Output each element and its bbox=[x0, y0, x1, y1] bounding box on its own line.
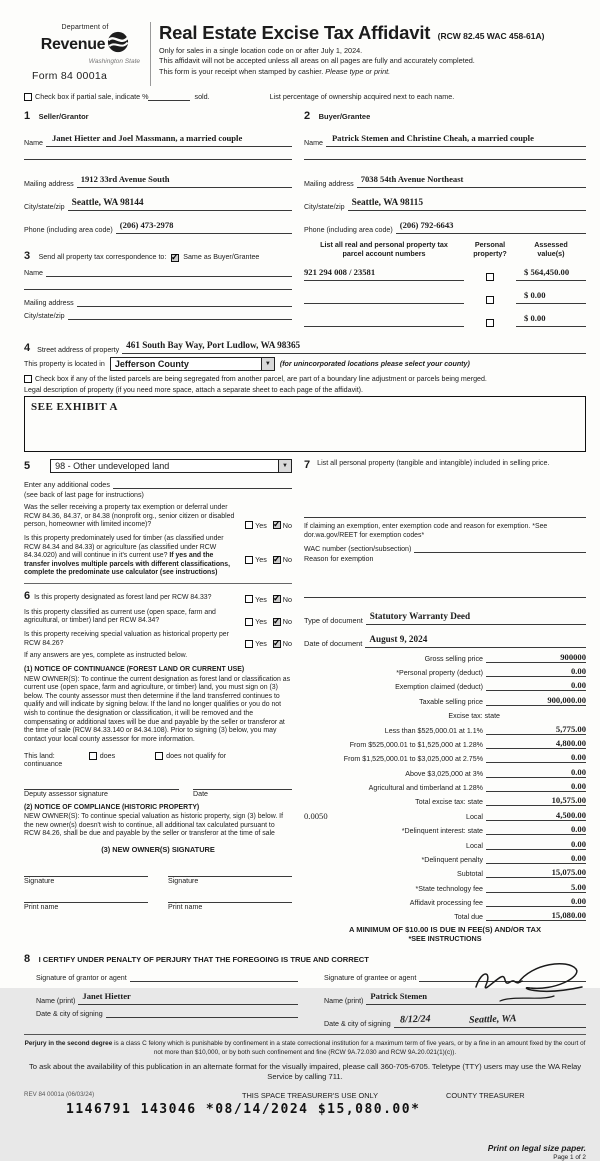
s6-q1-no-checkbox[interactable] bbox=[273, 595, 281, 603]
s6-question1: Is this property designated as forest land per RCW 84.33? bbox=[34, 594, 212, 601]
s6-q2-yes-checkbox[interactable] bbox=[245, 618, 253, 626]
partial-sale-suffix: sold. bbox=[194, 92, 210, 101]
located-in-label: This property is located in bbox=[24, 360, 105, 368]
grantee-city-value: Seattle, WA bbox=[468, 1013, 517, 1027]
buyer-phone-field[interactable]: Phone (including area code) (206) 792-6643 bbox=[304, 215, 586, 234]
total-state-excise: 10,575.00 bbox=[514, 795, 586, 806]
land-use-select-value: 98 - Other undeveloped land bbox=[55, 461, 170, 471]
delinq-interest-local: 0.00 bbox=[514, 839, 586, 850]
deputy-date-field[interactable] bbox=[193, 781, 292, 790]
tier3-tax: 0.00 bbox=[514, 752, 586, 763]
this-land-label: This land: bbox=[24, 751, 55, 760]
county-select[interactable] bbox=[110, 357, 275, 371]
legal-description-box[interactable] bbox=[24, 396, 586, 452]
parcel-number-field[interactable] bbox=[304, 317, 464, 327]
partial-sale-checkbox[interactable] bbox=[24, 93, 32, 101]
doc-date-value: August 9, 2024 bbox=[369, 634, 428, 645]
parcel-row bbox=[304, 285, 586, 304]
header bbox=[24, 20, 586, 86]
buyer-city-value: Seattle, WA 98115 bbox=[351, 198, 424, 208]
buyer-city-field[interactable]: City/state/zip Seattle, WA 98115 bbox=[304, 192, 586, 211]
buyer-name-value: Patrick Stemen and Christine Cheah, a married couple bbox=[331, 133, 534, 143]
washington-state-label: Washington State bbox=[88, 58, 140, 65]
buyer-phone-value: (206) 792-6643 bbox=[399, 220, 454, 230]
s5-question1: Was the seller receiving a property tax exemption or deferral under RCW 84.36, 84.37, or 84.38 (nonprofit org., senior citizen or disabled person, homeowner with limited income)? bbox=[24, 504, 235, 529]
tax-corr-mailing-field[interactable]: Mailing address bbox=[24, 298, 292, 307]
processing-fee: 0.00 bbox=[514, 896, 586, 907]
parcel-row bbox=[304, 308, 586, 327]
street-address-value: 461 South Bay Way, Port Ludlow, WA 98365 bbox=[126, 340, 301, 350]
gross-selling-price: 900000 bbox=[514, 652, 586, 663]
grantee-name-value: Patrick Stemen bbox=[370, 991, 427, 1002]
s6-note: If any answers are yes, complete as instructed below. bbox=[24, 652, 188, 660]
local-tax: 4,500.00 bbox=[514, 810, 586, 821]
header-instruction-2: This affidavit will not be accepted unless all areas on all pages are fully and accurately completed. bbox=[159, 56, 475, 65]
new-owner1-printname-field[interactable] bbox=[24, 894, 148, 903]
grantor-name-value: Janet Hietter bbox=[82, 991, 131, 1002]
same-as-buyer-checkbox[interactable] bbox=[171, 254, 179, 262]
section3-label: Send all property tax correspondence to: bbox=[38, 253, 167, 261]
dor-swirl-icon bbox=[107, 31, 129, 58]
buyer-mailing-value: 7038 54th Avenue Northeast bbox=[360, 174, 464, 184]
tech-fee: 5.00 bbox=[514, 882, 586, 893]
grantee-date-field[interactable]: Date & city of signing 8/12/24 Seattle, WA bbox=[324, 1009, 586, 1028]
buyer-name-field[interactable]: Name Patrick Stemen and Christine Cheah, a married couple bbox=[304, 128, 586, 147]
total-due: 15,080.00 bbox=[514, 910, 586, 921]
accessibility-statement: To ask about the availability of this publication in an alternate format for the visually impaired, please call 360-705-6705. Teletype (TTY) users may use the WA Relay Service by calling 711. bbox=[28, 1062, 582, 1081]
doc-type-value: Statutory Warranty Deed bbox=[369, 611, 471, 622]
header-instruction-1: Only for sales in a single location code on or after July 1, 2024. bbox=[159, 45, 363, 55]
deputy-date-label: Date bbox=[193, 789, 208, 798]
land-use-select[interactable] bbox=[50, 459, 292, 473]
segregated-label: Check box if any of the listed parcels are being segregated from another parcel, are part of a boundary line adjustment or parcels being merged. bbox=[35, 375, 487, 383]
land-does-checkbox[interactable] bbox=[89, 752, 97, 760]
doc-type-field[interactable]: Type of document Statutory Warranty Deed bbox=[304, 606, 586, 625]
reason-exemption-label: Reason for exemption bbox=[304, 555, 374, 564]
county-dropdown-arrow-icon[interactable]: ▼ bbox=[261, 358, 274, 370]
segregated-checkbox[interactable] bbox=[24, 375, 32, 383]
parcel-number-field[interactable]: 921 294 008 / 23581 bbox=[304, 262, 464, 281]
exemption-claimed-deduct: 0.00 bbox=[514, 680, 586, 691]
form-number: Form 84 0001a bbox=[32, 70, 108, 82]
seller-mailing-value: 1912 33rd Avenue South bbox=[80, 174, 170, 184]
page-number: Page 1 of 2 bbox=[553, 1154, 586, 1161]
treasurer-space-label: THIS SPACE TREASURER'S USE ONLY bbox=[241, 1091, 379, 1100]
tier1-tax: 5,775.00 bbox=[514, 724, 586, 735]
s5-q1-no-checkbox[interactable] bbox=[273, 521, 281, 529]
parcel3-personal-checkbox[interactable] bbox=[486, 319, 494, 327]
dor-logo-block bbox=[24, 20, 146, 82]
compliance-body: NEW OWNER(S): To continue special valuation as historic property, sign (3) below. If the new owner(s) doesn't wish to continue, all additional tax calculated pursuant to RCW 84.26, shall be due and payable by the seller or transferor at the time of sale bbox=[24, 813, 284, 838]
buyer-name2-field[interactable] bbox=[304, 151, 586, 160]
section7-number: 7 bbox=[304, 459, 311, 471]
parcel-row bbox=[304, 262, 586, 281]
print-note: Print on legal size paper. bbox=[487, 1143, 586, 1153]
parcel-number-field[interactable] bbox=[304, 294, 464, 304]
reet-affidavit-page: Department of Revenue Washington State Form 84 0001a Real Estate Excise Tax Affidavit (RCW 82.45 WAC 458-61A) Only for sales in a single location code on or after July 1, 2024. This affidavit will not be accepted unless all areas on all pages are fully and accurately completed. This form is your receipt when stamped by cashier. Please type or print. Check box if partial sale, indicate % sold. List percentage of ownership acquired next to each name. 1 Seller/Grantor Name Janet Hietter and Joel Massmann, a married couple Mailing address 1912 33rd Avenue South City/state/zip Seattle, WA 98144 Phone (including area code) (206) 473-2978 3 Send all property tax correspondence to: ✓ Same as Buyer/Grantee Name Mailing address City/state/zip 2 Buyer/Grantee Name Patrick Stemen and Christine Cheah, a married couple Mailing address 7038 54th Avenue Northeast City/state/zip Seattle, WA 98115 Phone (including area code) (206) 792-6643 List all real and personal property tax parcel account numbers Personal property? Assessed value(s) 921 294 008 / 23581 $ 564,450.00 $ 0.00 $ 0.00 4 Street address of property 461 South Bay Way, Port Ludlow, WA 98365 This property is located in Jefferson County ▼ (for unincorporated locations please select your county) Check box if any of the listed parcels are being segregated from another parcel, are part of a boundary line adjustment or parcels being merged. Legal description of property (if you need more space, attach a separate sheet to each page of the affidavit). SEE EXHIBIT A 5 98 - Other undeveloped land ▼ Enter any additional codes (see back of last page for instructions) Was the seller receiving a property tax exemption or deferral under RCW 84.36, 84.37, or 84.38 (nonprofit org., senior citizen or disabled person, homeowner with limited income)? Yes ✓ No Is this property predominately used for timber (as classified under RCW 84.34 and 84.33) or agriculture (as classified under RCW 84.34.020) and will continue in it's current use? If yes and the transfer involves multiple parcels with different classifications, complete the predominate use calculator (see instructions) Yes ✓ No 6 Is this property designated as forest land per RCW 84.33? Yes ✓ No Is this property classified as current use (open space, farm and agricultural, or timber) land per RCW 84.34? Yes ✓ No Is this property receiving special valuation as historical property per RCW 84.26? Yes ✓ No If any answers are yes, complete as instructed below. (1) NOTICE OF CONTINUANCE (FOREST LAND OR CURRENT USE) NEW OWNER(S): To continue the current designation as forest land or classification as current use (open space, farm and agriculture, or timber) land, you must sign on (3) below. The county assessor must then determine if the land transferred continues to qualify and will indicate by signing below. If the land no longer qualifies or you do not wish to continue the designation or classification, it will be removed and the compensating or additional taxes will be due and payable by the seller or transferor at the time of sale (RCW 84.33.140 or 84.34.108). Prior to signing (3) below, you may contact your local county assessor for more information. This land: does does not qualify for continuance Deputy assessor signature Date (2) NOTICE OF COMPLIANCE (HISTORIC PROPERTY) NEW OWNER(S): To continue special valuation as historic property, sign (3) below. If the new owner(s) doesn't wish to continue, all additional tax calculated pursuant to RCW 84.26, shall be due and payable by the seller or transferor at the time of sale (3) NEW OWNER(S) SIGNATURE Signature Signature Print name Print name 7 List all personal property (tangible and intangible) included in selling price. If claiming an exemption, enter exemption code and reason for exemption. *See dor.wa.gov/REET for exemption codes* WAC number (section/subsection) Reason for exemption Type of document Statutory Warranty Deed Date of document August 9, 2024 Gross selling price 900000 *Personal property (deduct) 0.00 Exemption claimed (deduct) 0.00 Taxable selling price 900,000.00 Excise tax: state Less than $525,000.01 at 1.1% 5,775.00 From $525,000.01 to $1,525,000 at 1.28% 4,800.00 From $1,525,000.01 to $3,025,000 at 2.75% 0.00 Above $3,025,000 at 3% 0.00 Agricultural and timberland at 1.28% 0.00 Total excise tax: state 10,575.00 0.0050 Local 4,500.00 *Delinquent interest: state 0.00 Local 0.00 *Delinquent penalty 0.00 Subtotal 15,075.00 *State technology fee 5.00 Affidavit processing fee 0.00 Total due 15,080.00 A MINIMUM OF $10.00 IS DUE IN FEE(S) AND/OR TAX *SEE INSTRUCTIONS 8 I CERTIFY UNDER PENALTY OF PERJURY THAT THE FOREGOING IS TRUE AND CORRECT Signature of grantor or agent Name (print) Janet Hietter Date & city of signing Signature of grantee or agent Name (print) Patrick Stemen Date & city of signing 8/12/24 Seattle, WA Perjury in the second degree is a class C felony which is punishable by confinement in a state correctional institution for a maximum term of five years, or by a fine in an amount fixed by the court of not more than $10,000, or by both such confinement and fine (RCW 9A.72.030 and RCW 9A.20.021(1)(c)). To ask about the availability of this publication in an alternate format for the visually impaired, please call 360-705-6705. Teletype (TTY) users may use the WA Relay Service by calling 711. REV 84 0001a (06/03/24) THIS SPACE TREASURER'S USE ONLY COUNTY TREASURER 1146791 143046 *08/14/2024 $15,080.00* Print on legal size paper. Page 1 of 2 bbox=[0, 0, 600, 988]
tax-computation: Gross selling price 900000 *Personal property (deduct) 0.00 Exemption claimed (deduct) 0.00 Taxable selling price 900,000.00 Excise tax: state Less than $525,000.01 at 1.1% 5,775.00 From $525,000.01 to $1,525,000 at 1.28% 4,800.00 From $1,525,000.01 to $3,025,000 at 2.75% 0.00 Above $3,025,000 at 3% 0.00 Agricultural and timberland at 1.28% 0.00 Total excise tax: state 10,575.00 0.0050 Local 4,500.00 *Delinquent interest: state 0.00 Local 0.00 *Delinquent penalty 0.00 Subtotal 15,075.00 *State technology fee 5.00 Affidavit processing fee 0.00 Total due 15,080.00 bbox=[304, 651, 586, 922]
see-instructions-note: *SEE INSTRUCTIONS bbox=[408, 934, 482, 944]
grantee-signature-field[interactable]: Signature of grantee or agent bbox=[324, 973, 586, 982]
grantee-date-value: 8/12/24 bbox=[399, 1013, 431, 1026]
grantor-date-field[interactable]: Date & city of signing bbox=[36, 1009, 298, 1018]
parcel2-value-field[interactable]: $ 0.00 bbox=[516, 285, 586, 304]
land-use-dropdown-arrow-icon[interactable]: ▼ bbox=[278, 460, 291, 472]
seller-name-value: Janet Hietter and Joel Massmann, a married couple bbox=[51, 133, 243, 143]
section2-title: Buyer/Grantee bbox=[318, 112, 371, 121]
delinq-interest-state: 0.00 bbox=[514, 824, 586, 835]
s6-q3-yes-checkbox[interactable] bbox=[245, 640, 253, 648]
deputy-signature-field[interactable] bbox=[24, 781, 179, 790]
continuance-body: NEW OWNER(S): To continue the current designation as forest land or classification as current use (open space, farm and agriculture, or timber) land, you must sign on (3) below. The county assessor must then determine if the land transferred continues to qualify and will indicate by signing below. If the land no longer qualifies or you do not wish to continue the designation or classification, it will be removed and the compensating or additional taxes will be due and payable by the seller or transferor at the time of sale (RCW 84.33.140 or 84.34.108). Prior to signing (3) below, you may contact your local county assessor for more information. bbox=[24, 675, 291, 743]
seller-phone-field[interactable]: Phone (including area code) (206) 473-2978 bbox=[24, 215, 292, 234]
seller-name2-field[interactable] bbox=[24, 151, 292, 160]
header-instruction-3: This form is your receipt when stamped by cashier. Please type or print. bbox=[159, 66, 391, 76]
new-owner1-signature-field[interactable] bbox=[24, 868, 148, 877]
county-treasurer-label: COUNTY TREASURER bbox=[446, 1091, 525, 1100]
new-owner2-signature-field[interactable] bbox=[168, 868, 292, 877]
seller-phone-value: (206) 473-2978 bbox=[119, 220, 174, 230]
additional-codes-field[interactable]: Enter any additional codes bbox=[24, 480, 292, 489]
rev-number: REV 84 0001a (06/03/24) bbox=[24, 1091, 95, 1098]
section6-number: 6 bbox=[24, 590, 31, 602]
continuance-title: (1) NOTICE OF CONTINUANCE (FOREST LAND OR CURRENT USE) bbox=[24, 665, 245, 673]
buyer-mailing-field[interactable]: Mailing address 7038 54th Avenue Northeast bbox=[304, 169, 586, 188]
s6-q3-no-checkbox[interactable] bbox=[273, 640, 281, 648]
delinq-penalty: 0.00 bbox=[514, 853, 586, 864]
header-divider bbox=[150, 22, 151, 86]
codes-note: (see back of last page for instructions) bbox=[24, 491, 144, 499]
s5-q2-no-checkbox[interactable] bbox=[273, 556, 281, 564]
seller-city-value: Seattle, WA 98144 bbox=[71, 198, 144, 208]
new-owner2-printname-field[interactable] bbox=[168, 894, 292, 903]
exemption-note: If claiming an exemption, enter exemption code and reason for exemption. *See dor.wa.gov/REET for exemption codes* bbox=[304, 523, 548, 539]
grantee-signature-scribble bbox=[470, 961, 590, 1010]
s6-q2-no-checkbox[interactable] bbox=[273, 618, 281, 626]
new-owner-sig-title: (3) NEW OWNER(S) SIGNATURE bbox=[101, 845, 215, 854]
tier2-tax: 4,800.00 bbox=[514, 738, 586, 749]
subtotal: 15,075.00 bbox=[514, 867, 586, 878]
grantor-signature-field[interactable]: Signature of grantor or agent bbox=[36, 973, 298, 982]
seller-name-field[interactable]: Name Janet Hietter and Joel Massmann, a married couple bbox=[24, 128, 292, 147]
seller-city-field[interactable]: City/state/zip Seattle, WA 98144 bbox=[24, 192, 292, 211]
county-note: (for unincorporated locations please select your county) bbox=[279, 360, 470, 368]
doc-date-field[interactable]: Date of document August 9, 2024 bbox=[304, 629, 586, 648]
grantee-name-field[interactable]: Name (print) Patrick Stemen bbox=[324, 986, 586, 1005]
local-rate: 0.0050 bbox=[304, 810, 328, 821]
treasurer-stamp: 1146791 143046 *08/14/2024 $15,080.00* bbox=[66, 1102, 421, 1117]
continuance-label: continuance bbox=[24, 759, 63, 768]
s5-q1-yes-checkbox[interactable] bbox=[245, 521, 253, 529]
parcel-table-header: List all real and personal property tax parcel account numbers Personal property? Assessed value(s) bbox=[320, 240, 568, 258]
section7-label: List all personal property (tangible and intangible) included in selling price. bbox=[317, 459, 550, 467]
legal-description-value: SEE EXHIBIT A bbox=[31, 401, 119, 413]
seller-mailing-field[interactable]: Mailing address 1912 33rd Avenue South bbox=[24, 169, 292, 188]
wac-number-field[interactable]: WAC number (section/subsection) bbox=[304, 544, 586, 553]
deputy-signature-label: Deputy assessor signature bbox=[24, 789, 108, 798]
agri-timber-tax: 0.00 bbox=[514, 781, 586, 792]
county-select-value: Jefferson County bbox=[114, 359, 189, 369]
section1-title: Seller/Grantor bbox=[38, 112, 89, 121]
certify-statement: I CERTIFY UNDER PENALTY OF PERJURY THAT THE FOREGOING IS TRUE AND CORRECT bbox=[38, 955, 369, 965]
title-rcw-ref: (RCW 82.45 WAC 458-61A) bbox=[437, 31, 545, 41]
grantor-name-field[interactable]: Name (print) Janet Hietter bbox=[36, 986, 298, 1005]
parcel1-value-field[interactable]: $ 564,450.00 bbox=[516, 262, 586, 281]
tax-corr-name-field[interactable]: Name bbox=[24, 268, 292, 277]
personal-property-deduct: 0.00 bbox=[514, 666, 586, 677]
land-does-not-checkbox[interactable] bbox=[155, 752, 163, 760]
partial-sale-percent-input[interactable] bbox=[148, 92, 190, 101]
parcel3-value-field[interactable]: $ 0.00 bbox=[516, 308, 586, 327]
section1-number: 1 bbox=[24, 110, 31, 122]
section2-number: 2 bbox=[304, 110, 311, 122]
s6-question2: Is this property classified as current use (open space, farm and agricultural, or timber) land per RCW 84.34? bbox=[24, 608, 216, 625]
section8-number: 8 bbox=[24, 953, 31, 966]
partial-sale-label: Check box if partial sale, indicate % bbox=[35, 92, 149, 101]
tax-corr-city-field[interactable]: City/state/zip bbox=[24, 311, 292, 320]
s5-q2-yes-checkbox[interactable] bbox=[245, 556, 253, 564]
taxable-selling-price: 900,000.00 bbox=[514, 695, 586, 706]
section5-number: 5 bbox=[24, 460, 31, 472]
dept-of-label: Department of bbox=[61, 24, 109, 31]
minimum-fee-note: A MINIMUM OF $10.00 IS DUE IN FEE(S) AND/OR TAX bbox=[348, 925, 542, 935]
page-title: Real Estate Excise Tax Affidavit bbox=[159, 22, 431, 43]
ownership-note: List percentage of ownership acquired next to each name. bbox=[269, 92, 455, 101]
perjury-statement: Perjury in the second degree is a class C felony which is punishable by confinement in a state correctional institution for a maximum term of five years, or by a fine in an amount fixed by the court of not more than $10,000, or by both such confinement and fine (RCW 9A.72.030 and RCW 9A.20.021(1)(c)). bbox=[24, 1034, 586, 1057]
street-address-field[interactable]: 4 Street address of property 461 South Bay Way, Port Ludlow, WA 98365 bbox=[24, 335, 586, 354]
parcel1-personal-checkbox[interactable] bbox=[486, 273, 494, 281]
revenue-wordmark: Revenue bbox=[40, 35, 106, 53]
section3-number: 3 bbox=[24, 250, 31, 262]
parcel2-personal-checkbox[interactable] bbox=[486, 296, 494, 304]
compliance-title: (2) NOTICE OF COMPLIANCE (HISTORIC PROPERTY) bbox=[24, 803, 200, 811]
tier4-tax: 0.00 bbox=[514, 767, 586, 778]
personal-property-field[interactable] bbox=[304, 509, 586, 518]
same-as-buyer-label: Same as Buyer/Grantee bbox=[183, 253, 260, 261]
reason-exemption-field[interactable] bbox=[304, 589, 586, 598]
s6-q1-yes-checkbox[interactable] bbox=[245, 595, 253, 603]
legal-description-label: Legal description of property (if you need more space, attach a separate sheet to each page of the affidavit). bbox=[24, 386, 364, 394]
s5-question2: Is this property predominately used for timber (as classified under RCW 84.34 and 84.33) or agriculture (as classified under RCW 84.34.020) and will continue in it's current use? bbox=[24, 534, 224, 560]
s6-question3: Is this property receiving special valuation as historical property per RCW 84.26? bbox=[24, 631, 229, 647]
tax-corr-name2-field[interactable] bbox=[24, 281, 292, 290]
